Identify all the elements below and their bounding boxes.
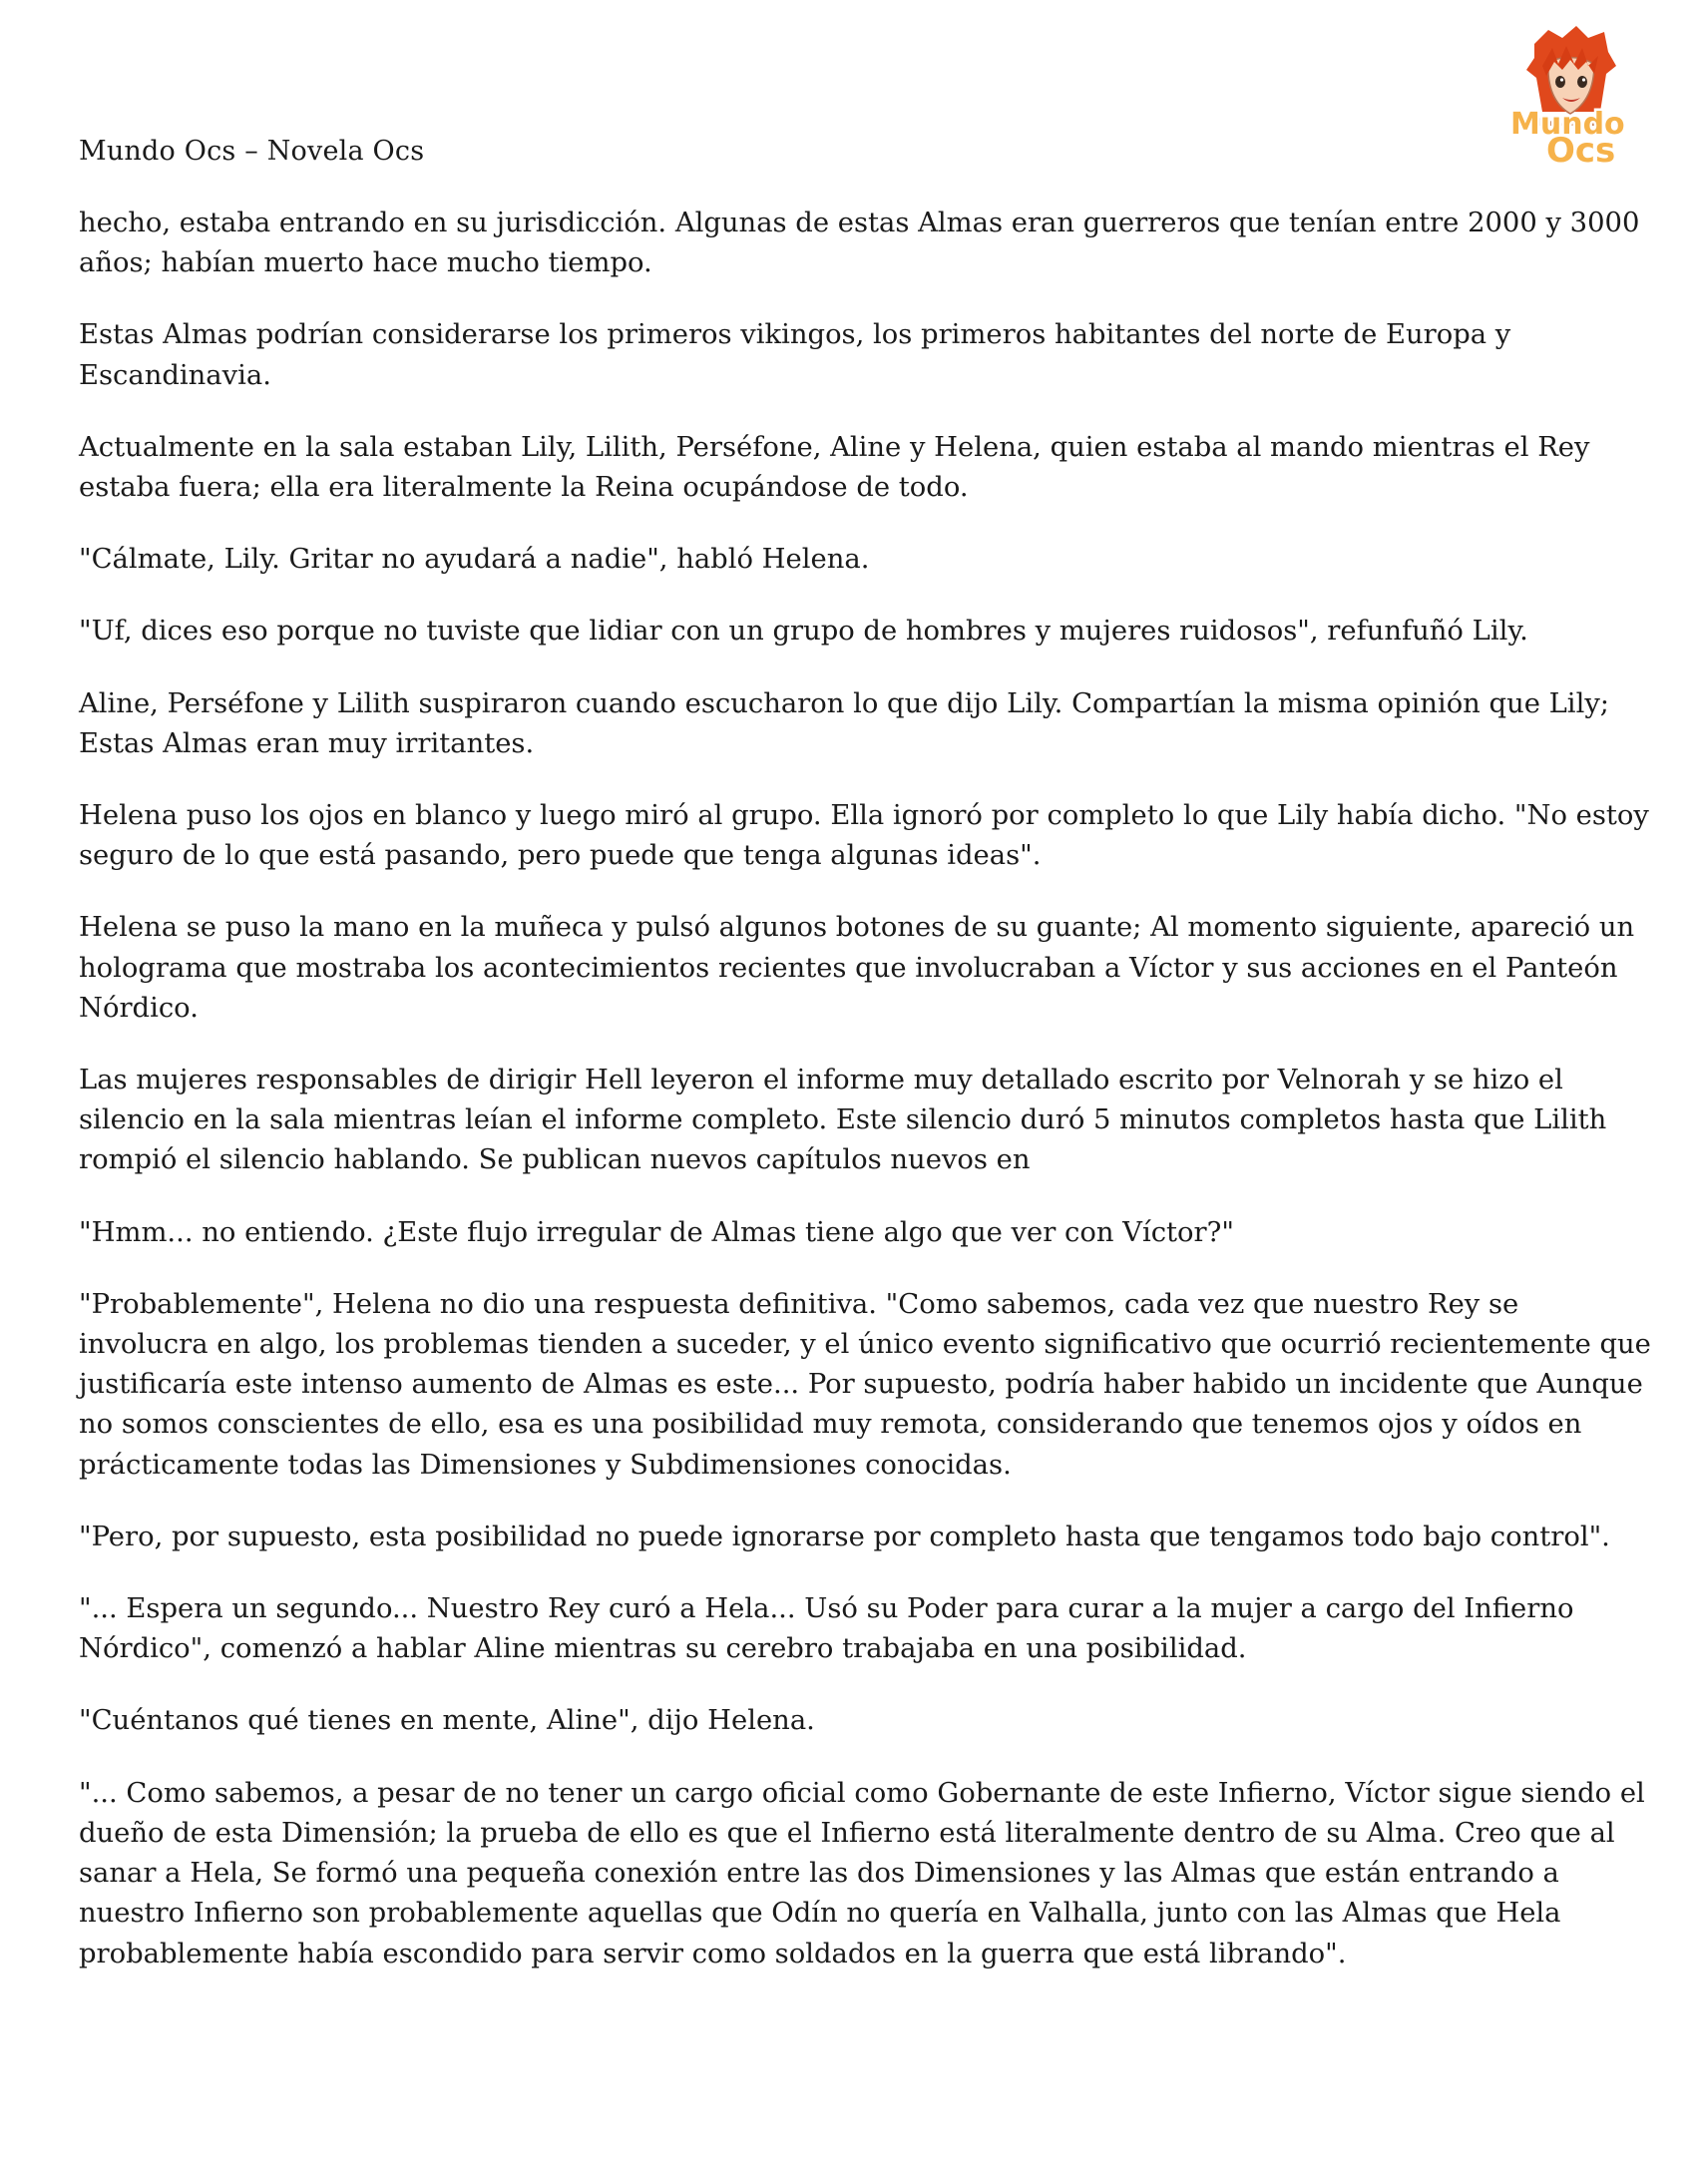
logo-text-line1: Mundo (1510, 107, 1625, 142)
page-header-title: Mundo Ocs – Novela Ocs (79, 136, 425, 167)
paragraph: "Uf, dices eso porque no tuviste que lidiar con un grupo de hombres y mujeres ruidosos", refunfuñó Lily. (79, 616, 1528, 648)
paragraph: Helena se puso la mano en la muñeca y pulsó algunos botones de su guante; Al momento siguiente, apareció un holograma que mostraba los acontecimientos recientes que involucraban a Víctor y sus acciones en el Panteón Nórdico. (79, 912, 1635, 1024)
paragraph: "Cuéntanos qué tienes en mente, Aline", dijo Helena. (79, 1705, 815, 1737)
paragraph: "Pero, por supuesto, esta posibilidad no puede ignorarse por completo hasta que tengamos todo bajo control". (79, 1521, 1610, 1552)
logo-text-line2: Ocs (1546, 131, 1616, 171)
paragraph: "Probablemente", Helena no dio una respuesta definitiva. "Como sabemos, cada vez que nuestro Rey se involucra en algo, los problemas tienden a suceder, y el único evento significativo que ocurrió recientemente que justificaría este intenso aumento de Almas es este... Por supuesto, podría haber habido un incidente que Aunque no somos conscientes de ello, esa es una posibilidad muy remota, considerando que tenemos ojos y oídos en prácticamente todas las Dimensiones y Subdimensiones conocidas. (79, 1288, 1651, 1481)
anime-girl-mascot-logo-icon (1496, 22, 1646, 172)
paragraph: "... Espera un segundo... Nuestro Rey curó a Hela... Usó su Poder para curar a la mujer a cargo del Infierno Nórdico", comenzó a hablar Aline mientras su cerebro trabajaba en una posibilidad. (79, 1593, 1574, 1665)
paragraph: Las mujeres responsables de dirigir Hell leyeron el informe muy detallado escrito por Velnorah y se hizo el silencio en la sala mientras leían el informe completo. Este silencio duró 5 minutos completos hasta que Lilith rompió el silencio hablando. Se publican nuevos capítulos nuevos en (79, 1065, 1607, 1176)
paragraph: hecho, estaba entrando en su jurisdicción. Algunas de estas Almas eran guerreros que tenían entre 2000 y 3000 años; habían muerto hace mucho tiempo. (79, 208, 1640, 279)
paragraph: "Hmm... no entiendo. ¿Este flujo irregular de Almas tiene algo que ver con Víctor?" (79, 1216, 1234, 1248)
paragraph: Helena puso los ojos en blanco y luego miró al grupo. Ella ignoró por completo lo que Lily había dicho. "No estoy seguro de lo que está pasando, pero puede que tenga algunas ideas". (79, 800, 1649, 872)
paragraph: "Cálmate, Lily. Gritar no ayudará a nadie", habló Helena. (79, 544, 870, 576)
paragraph: Aline, Perséfone y Lilith suspiraron cuando escucharon lo que dijo Lily. Compartían la misma opinión que Lily; Estas Almas eran muy irritantes. (79, 687, 1610, 759)
mundo-ocs-logo (1496, 22, 1646, 172)
document-body (79, 204, 1655, 2006)
paragraph: Estas Almas podrían considerarse los primeros vikingos, los primeros habitantes del norte de Europa y Escandinavia. (79, 319, 1511, 391)
paragraph: "... Como sabemos, a pesar de no tener un cargo oficial como Gobernante de este Infierno, Víctor sigue siendo el dueño de esta Dimensión; la prueba de ello es que el Infierno está literalmente dentro de su Alma. Creo que al sanar a Hela, Se formó una pequeña conexión entre las dos Dimensiones y las Almas que están entrando a nuestro Infierno son probablemente aquellas que Odín no quería en Valhalla, junto con las Almas que Hela probablemente había escondido para servir como soldados en la guerra que está librando". (79, 1777, 1645, 1969)
paragraph: Actualmente en la sala estaban Lily, Lilith, Perséfone, Aline y Helena, quien estaba al mando mientras el Rey estaba fuera; ella era literalmente la Reina ocupándose de todo. (79, 431, 1590, 504)
